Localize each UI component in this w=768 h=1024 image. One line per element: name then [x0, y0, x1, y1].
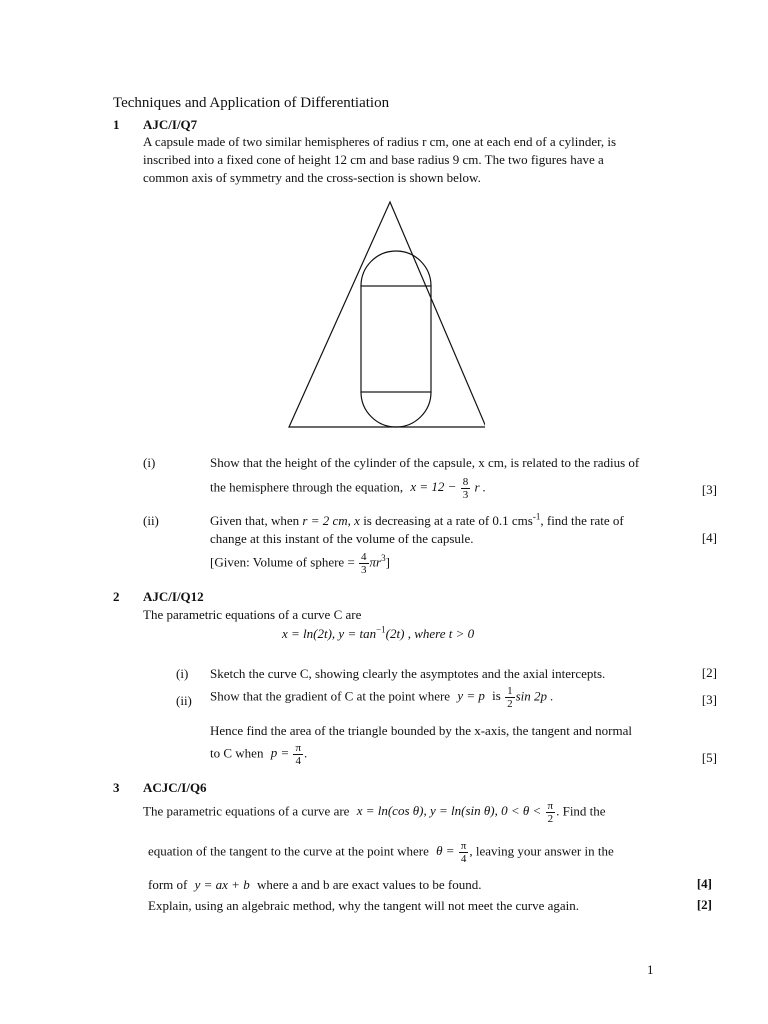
- part-1-given-formula: [210, 551, 390, 576]
- question-3-line-form: y = ax + b: [194, 877, 250, 892]
- question-3-line-2-end: , leaving your answer in the: [469, 843, 614, 859]
- part-2-ii-text: [210, 685, 553, 710]
- question-1-intro-line-3: common axis of symmetry and the cross-section is shown below.: [143, 170, 481, 185]
- part-2-hence-text: to C when: [210, 745, 264, 761]
- part-2-ii-fraction: [505, 685, 515, 710]
- question-3-line-2-fraction: [459, 840, 469, 865]
- cone-cross-section: [289, 202, 485, 427]
- cone-capsule-diagram: [285, 195, 485, 435]
- part-1-ii-text-c: , find the rate of: [540, 513, 624, 528]
- part-1-ii-text-b: is decreasing at a rate of: [363, 513, 490, 528]
- part-1-ii-line-1: [210, 512, 624, 529]
- part-1-i-mark: [3]: [701, 482, 717, 497]
- fraction-numerator: 1: [507, 685, 513, 697]
- fraction-numerator: π: [547, 800, 554, 812]
- cylinder: [361, 286, 431, 392]
- question-3-line-2-text: equation of the tangent to the curve at the point where: [148, 843, 429, 859]
- part-2-ii-mark: [3]: [701, 692, 717, 707]
- fraction-denominator: 2: [546, 812, 556, 825]
- part-1-ii-rate-exponent: -1: [532, 511, 541, 522]
- part-1-i-equation-rhs: r .: [474, 479, 487, 495]
- part-1-i-label: (i): [143, 455, 156, 470]
- given-text-c: ]: [385, 554, 390, 570]
- question-1-intro-line-2: inscribed into a fixed cone of height 12 cm and base radius 9 cm. The two figures have a: [143, 152, 604, 167]
- part-1-ii-rate: 0.1 cms: [492, 513, 533, 528]
- part-2-ii-expression: sin 2p .: [515, 688, 554, 704]
- part-1-i-line-2-text: the hemisphere through the equation,: [210, 479, 404, 495]
- given-exponent: 3: [381, 553, 386, 564]
- page-number: 1: [647, 962, 654, 977]
- question-3-parametric-equations: x = ln(cos θ), y = ln(sin θ), 0 < θ <: [356, 803, 542, 819]
- question-3-mark-1: [4]: [696, 876, 712, 891]
- part-2-hence-line-1: Hence find the area of the triangle bounded by the x-axis, the tangent and normal: [210, 723, 632, 738]
- fraction-numerator: 8: [462, 476, 469, 488]
- given-pi-r: πr: [369, 554, 382, 570]
- question-3-theta-equation: θ =: [436, 843, 455, 859]
- part-2-i-text: Sketch the curve C, showing clearly the asymptotes and the axial intercepts.: [210, 666, 606, 681]
- question-3-code: ACJC/I/Q6: [143, 780, 207, 795]
- part-1-i-fraction: [461, 476, 471, 501]
- fraction-denominator: 2: [507, 698, 513, 710]
- question-3-line-1: [143, 800, 606, 825]
- part-2-hence-mark: [5]: [701, 750, 717, 765]
- part-2-hence-line-2: [210, 742, 307, 767]
- part-2-i-mark: [2]: [701, 665, 717, 680]
- part-1-ii-text-a: Given that, when: [210, 513, 300, 528]
- part-2-hence-end: .: [304, 745, 308, 761]
- part-2-ii-condition: y = p: [457, 688, 485, 704]
- part-2-i-label: (i): [176, 666, 189, 681]
- question-3-number: 3: [113, 780, 120, 795]
- question-3-line-3: [148, 876, 481, 893]
- parametric-equations: x = ln(2t), y = tan: [282, 626, 377, 641]
- fraction-denominator: 4: [459, 852, 469, 865]
- parametric-equations-end: (2t) , where t > 0: [385, 626, 475, 641]
- part-2-ii-label: (ii): [176, 693, 192, 708]
- part-2-ii-text-a: Show that the gradient of C at the point where: [210, 688, 451, 704]
- part-1-i-equation-lhs: x = 12 −: [410, 479, 457, 495]
- question-3-mark-2: [2]: [696, 897, 712, 912]
- question-3-line-2: [148, 840, 614, 865]
- part-1-ii-condition: r = 2 cm, x: [302, 513, 360, 528]
- part-2-ii-text-b: is: [492, 688, 501, 704]
- given-fraction: [359, 551, 369, 576]
- question-2-equations: [282, 625, 474, 642]
- fraction-numerator: π: [460, 840, 467, 852]
- question-3-line-4: Explain, using an algebraic method, why the tangent will not meet the curve again.: [148, 898, 580, 913]
- inverse-exponent: −1: [376, 624, 386, 635]
- question-3-line-3-end: where a and b are exact values to be found.: [256, 877, 482, 892]
- question-2-intro: The parametric equations of a curve C are: [143, 607, 362, 622]
- part-1-i-line-2: [210, 476, 486, 501]
- question-1-intro-line-1: A capsule made of two similar hemispheres of radius r cm, one at each end of a cylinder, is: [143, 134, 617, 149]
- question-3-line-1-end: . Find the: [556, 803, 606, 819]
- fraction-numerator: π: [295, 742, 302, 754]
- question-3-line-1-text: The parametric equations of a curve are: [143, 803, 350, 819]
- part-1-ii-label: (ii): [143, 513, 159, 528]
- part-2-hence-fraction: [293, 742, 303, 767]
- fraction-denominator: 3: [462, 489, 469, 501]
- fraction-denominator: 3: [361, 564, 367, 576]
- part-1-i-line-1: Show that the height of the cylinder of the capsule, x cm, is related to the radius of: [210, 455, 640, 470]
- question-3-line-1-fraction: [546, 800, 556, 825]
- question-1-number: 1: [113, 117, 120, 132]
- fraction-numerator: 4: [361, 551, 367, 563]
- lower-hemisphere: [361, 392, 431, 427]
- question-2-code: AJC/I/Q12: [143, 589, 204, 604]
- part-1-ii-line-2: change at this instant of the volume of the capsule.: [210, 531, 474, 546]
- given-text-a: [Given: Volume of sphere =: [210, 554, 355, 570]
- question-3-line-3-text: form of: [148, 877, 188, 892]
- upper-hemisphere: [361, 251, 431, 286]
- fraction-denominator: 4: [293, 754, 303, 767]
- part-2-hence-equation: p =: [270, 745, 290, 761]
- question-1-code: AJC/I/Q7: [143, 117, 198, 132]
- page-title: Techniques and Application of Differentiation: [113, 95, 390, 111]
- question-2-number: 2: [113, 589, 120, 604]
- part-1-ii-mark: [4]: [701, 530, 717, 545]
